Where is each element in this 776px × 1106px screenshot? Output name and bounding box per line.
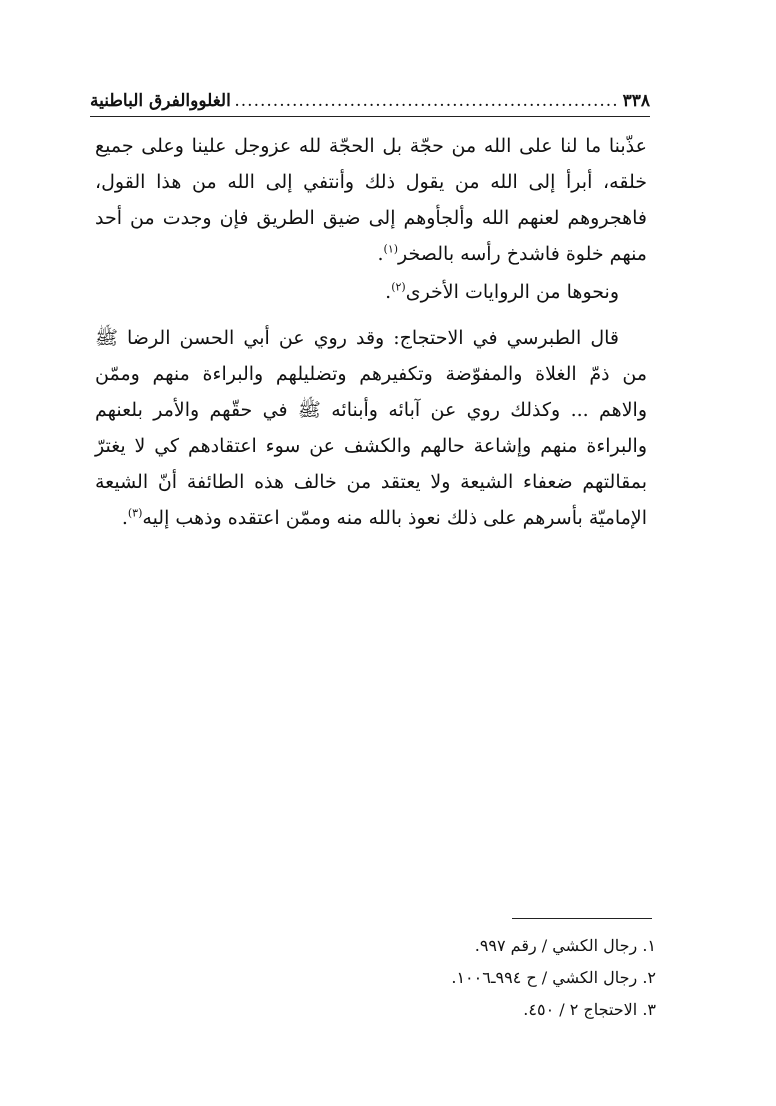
running-header — [90, 88, 650, 114]
dot-leader — [235, 91, 619, 111]
header-rule — [90, 116, 650, 117]
page-number: ٣٣٨ — [622, 91, 650, 111]
footnote-ref-3: (٣) — [127, 506, 143, 520]
paragraph-2-text: ونحوها من الروايات الأخرى — [405, 281, 619, 303]
footnote-ref-2: (٢) — [391, 280, 406, 294]
footnotes — [300, 930, 656, 1026]
paragraph-3 — [95, 320, 647, 536]
paragraph-3-text: قال الطبرسي في الاحتجاج: وقد روي عن أبي الحسن الرضا ﷺ من ذمّ الغلاة والمفوّضة وتكفيرهم وتضليلهم والبراءة منهم وممّن والاهم ... وكذلك روي عن آبائه وأبنائه ﷺ في حقّهم والأمر بلعنهم والبراءة منهم وإشاعة حالهم والكشف عن سوء اعتقادهم كي لا يغترّ بمقالتهم ضعفاء الشيعة ولا يعتقد من خالف هذه الطائفة أنّ الشيعة الإماميّة بأسرهم على ذلك نعوذ بالله منه وممّن اعتقده وذهب إليه — [95, 327, 647, 529]
footnote-3: ٣. الاحتجاج ٢ / ٤٥٠. — [523, 1000, 656, 1019]
paragraph-1-text: عذّبنا ما لنا على الله من حجّة بل الحجّة لله عزوجل علينا وعلى جميع خلقه، أبرأ إلى الله من يقول ذلك وأنتفي إلى الله من هذا القول، فاهجروهم لعنهم الله وألجأوهم إلى ضيق الطريق فإن وجدت من أحد منهم خلوة فاشدخ رأسه بالصخر — [95, 135, 647, 265]
paragraph-2-end: . — [385, 281, 392, 303]
paragraph-2 — [95, 274, 647, 310]
footnote-1: ١. رجال الكشي / رقم ٩٩٧. — [474, 936, 656, 955]
footnote-rule — [512, 918, 652, 919]
main-text — [95, 128, 647, 536]
paragraph-1 — [95, 128, 647, 272]
footnote-2: ٢. رجال الكشي / ح ٩٩٤ـ١٠٠٦. — [451, 968, 656, 987]
paragraph-3-end: . — [121, 507, 128, 529]
footnote-ref-1: (١) — [383, 242, 399, 256]
running-title: الغلووالفرق الباطنية — [90, 91, 231, 111]
paragraph-1-end: . — [377, 243, 384, 265]
